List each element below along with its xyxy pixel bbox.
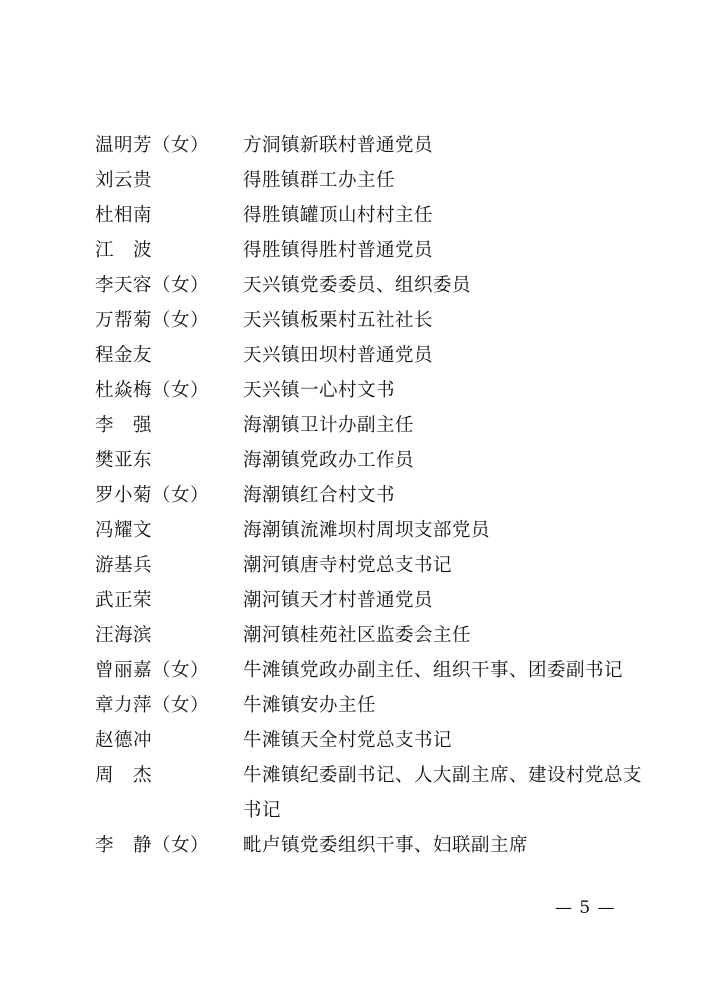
list-item xyxy=(95,163,655,198)
person-name: 程金友 xyxy=(95,345,153,366)
person-name: 章力萍（女） xyxy=(95,695,210,716)
person-position: 得胜镇罐顶山村村主任 xyxy=(243,205,434,226)
person-position: 得胜镇得胜村普通党员 xyxy=(243,240,434,261)
person-name: 樊亚东 xyxy=(95,450,153,471)
person-name: 游基兵 xyxy=(95,555,153,576)
list-item xyxy=(95,583,655,618)
person-name: 杜相南 xyxy=(95,205,153,226)
person-position: 海潮镇流滩坝村周坝支部党员 xyxy=(243,520,491,541)
person-name: 万帮菊（女） xyxy=(95,310,210,331)
person-name: 武正荣 xyxy=(95,590,153,611)
list-item xyxy=(95,338,655,373)
person-name: 汪海滨 xyxy=(95,625,153,646)
person-position: 海潮镇红合村文书 xyxy=(243,485,396,506)
list-item xyxy=(95,268,655,303)
list-item xyxy=(95,618,655,653)
list-item xyxy=(95,758,655,828)
list-item xyxy=(95,723,655,758)
person-name: 李 静（女） xyxy=(95,835,210,856)
person-name: 温明芳（女） xyxy=(95,135,210,156)
person-position: 牛滩镇天全村党总支书记 xyxy=(243,730,453,751)
person-name: 赵德冲 xyxy=(95,730,153,751)
list-item xyxy=(95,688,655,723)
person-name: 罗小菊（女） xyxy=(95,485,210,506)
person-position: 潮河镇桂苑社区监委会主任 xyxy=(243,625,472,646)
person-position: 海潮镇党政办工作员 xyxy=(243,450,415,471)
personnel-list xyxy=(95,128,655,863)
list-item xyxy=(95,198,655,233)
person-position: 天兴镇板栗村五社社长 xyxy=(243,310,434,331)
list-item xyxy=(95,373,655,408)
list-item xyxy=(95,653,655,688)
list-item xyxy=(95,408,655,443)
list-item xyxy=(95,443,655,478)
person-position: 天兴镇田坝村普通党员 xyxy=(243,345,434,366)
person-name: 李 强 xyxy=(95,415,153,436)
list-item xyxy=(95,128,655,163)
person-position: 潮河镇天才村普通党员 xyxy=(243,590,434,611)
person-position: 得胜镇群工办主任 xyxy=(243,170,396,191)
person-name: 曾丽嘉（女） xyxy=(95,660,210,681)
list-item xyxy=(95,513,655,548)
person-name: 江 波 xyxy=(95,240,153,261)
person-position: 牛滩镇安办主任 xyxy=(243,695,377,716)
person-name: 周 杰 xyxy=(95,765,153,786)
person-position: 毗卢镇党委组织干事、妇联副主席 xyxy=(243,835,529,856)
page-number: — 5 — xyxy=(555,898,616,918)
person-position: 牛滩镇纪委副书记、人大副主席、建设村党总支书记 xyxy=(243,765,643,821)
list-item xyxy=(95,478,655,513)
person-position: 牛滩镇党政办副主任、组织干事、团委副书记 xyxy=(243,660,624,681)
list-item xyxy=(95,828,655,863)
list-item xyxy=(95,233,655,268)
person-position: 方洞镇新联村普通党员 xyxy=(243,135,434,156)
person-position: 潮河镇唐寺村党总支书记 xyxy=(243,555,453,576)
person-name: 李天容（女） xyxy=(95,275,210,296)
person-name: 刘云贵 xyxy=(95,170,153,191)
person-position: 天兴镇党委委员、组织委员 xyxy=(243,275,472,296)
person-position: 海潮镇卫计办副主任 xyxy=(243,415,415,436)
list-item xyxy=(95,548,655,583)
list-item xyxy=(95,303,655,338)
person-name: 杜焱梅（女） xyxy=(95,380,210,401)
person-name: 冯耀文 xyxy=(95,520,153,541)
person-position: 天兴镇一心村文书 xyxy=(243,380,396,401)
